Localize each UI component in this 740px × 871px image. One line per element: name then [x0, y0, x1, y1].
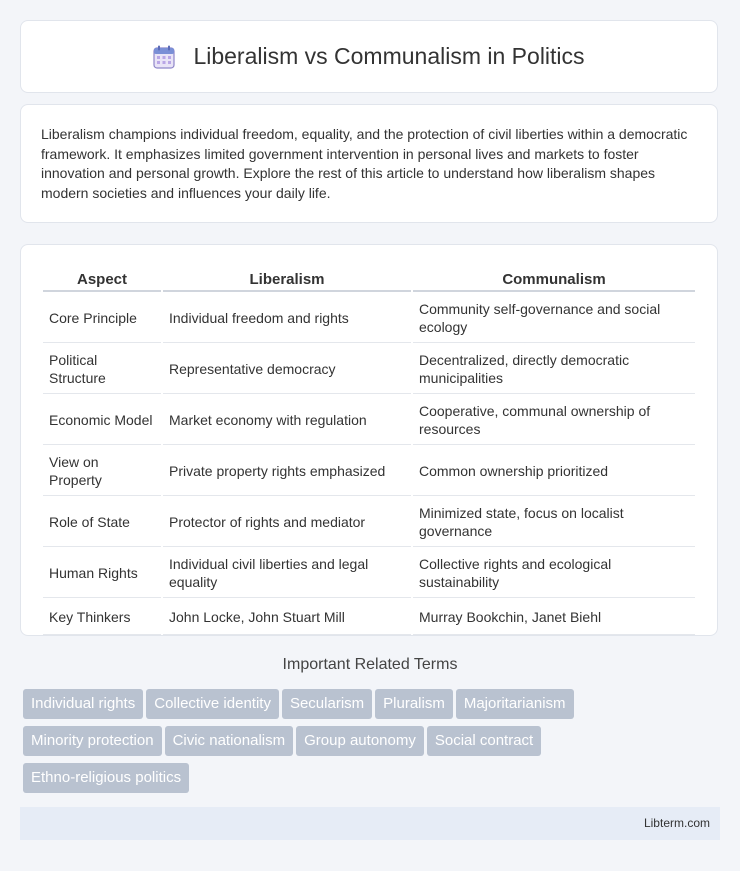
table-cell: Economic Model: [43, 396, 161, 445]
table-cell: Collective rights and ecological sustainability: [413, 549, 695, 598]
table-cell: Individual freedom and rights: [163, 294, 411, 343]
tag-ethno-religious-politics[interactable]: Ethno-religious politics: [23, 763, 189, 793]
table-cell: Role of State: [43, 498, 161, 547]
related-terms-list: [23, 689, 723, 800]
tag-minority-protection[interactable]: Minority protection: [23, 726, 162, 756]
comparison-card: [20, 244, 718, 636]
column-header-aspect: Aspect: [43, 263, 161, 292]
table-row: [43, 345, 695, 394]
tag-civic-nationalism[interactable]: Civic nationalism: [165, 726, 294, 756]
table-cell: Representative democracy: [163, 345, 411, 394]
related-terms-title: Important Related Terms: [282, 656, 458, 673]
tag-collective-identity[interactable]: Collective identity: [146, 689, 279, 719]
table-row: [43, 498, 695, 547]
footer: [20, 807, 720, 840]
page-title: Liberalism vs Communalism in Politics: [193, 43, 585, 69]
intro-card: [20, 104, 718, 223]
tag-group-autonomy[interactable]: Group autonomy: [296, 726, 424, 756]
tag-majoritarianism[interactable]: Majoritarianism: [456, 689, 574, 719]
table-cell: Key Thinkers: [43, 600, 161, 635]
table-cell: Common ownership prioritized: [413, 447, 695, 496]
table-cell: Human Rights: [43, 549, 161, 598]
table-row: [43, 396, 695, 445]
table-cell: Core Principle: [43, 294, 161, 343]
table-cell: Community self-governance and social ecology: [413, 294, 695, 343]
tag-social-contract[interactable]: Social contract: [427, 726, 541, 756]
table-cell: View on Property: [43, 447, 161, 496]
table-row: [43, 600, 695, 635]
tag-individual-rights[interactable]: Individual rights: [23, 689, 143, 719]
table-cell: Individual civil liberties and legal equality: [163, 549, 411, 598]
comparison-table: [41, 261, 697, 637]
tag-secularism[interactable]: Secularism: [282, 689, 372, 719]
table-row: [43, 447, 695, 496]
table-cell: Decentralized, directly democratic municipalities: [413, 345, 695, 394]
table-header-row: [43, 263, 695, 292]
tag-pluralism[interactable]: Pluralism: [375, 689, 453, 719]
table-cell: Cooperative, communal ownership of resources: [413, 396, 695, 445]
table-row: [43, 294, 695, 343]
table-cell: Protector of rights and mediator: [163, 498, 411, 547]
table-cell: Murray Bookchin, Janet Biehl: [413, 600, 695, 635]
footer-site-link[interactable]: Libterm.com: [643, 816, 710, 830]
column-header-liberalism: Liberalism: [163, 263, 411, 292]
table-cell: Market economy with regulation: [163, 396, 411, 445]
table-cell: Private property rights emphasized: [163, 447, 411, 496]
column-header-communalism: Communalism: [413, 263, 695, 292]
title-card: [20, 20, 718, 93]
intro-text: Liberalism champions individual freedom, equality, and the protection of civil liberties within a democratic framework. It emphasizes limited government intervention in personal lives and markets to foster innovation and personal growth. Explore the rest of this article to understand how liberalism shapes modern societies and influences your daily life.: [41, 126, 688, 201]
table-cell: Political Structure: [43, 345, 161, 394]
table-cell: John Locke, John Stuart Mill: [163, 600, 411, 635]
table-row: [43, 549, 695, 598]
table-cell: Minimized state, focus on localist governance: [413, 498, 695, 547]
calendar-icon: [153, 45, 175, 69]
